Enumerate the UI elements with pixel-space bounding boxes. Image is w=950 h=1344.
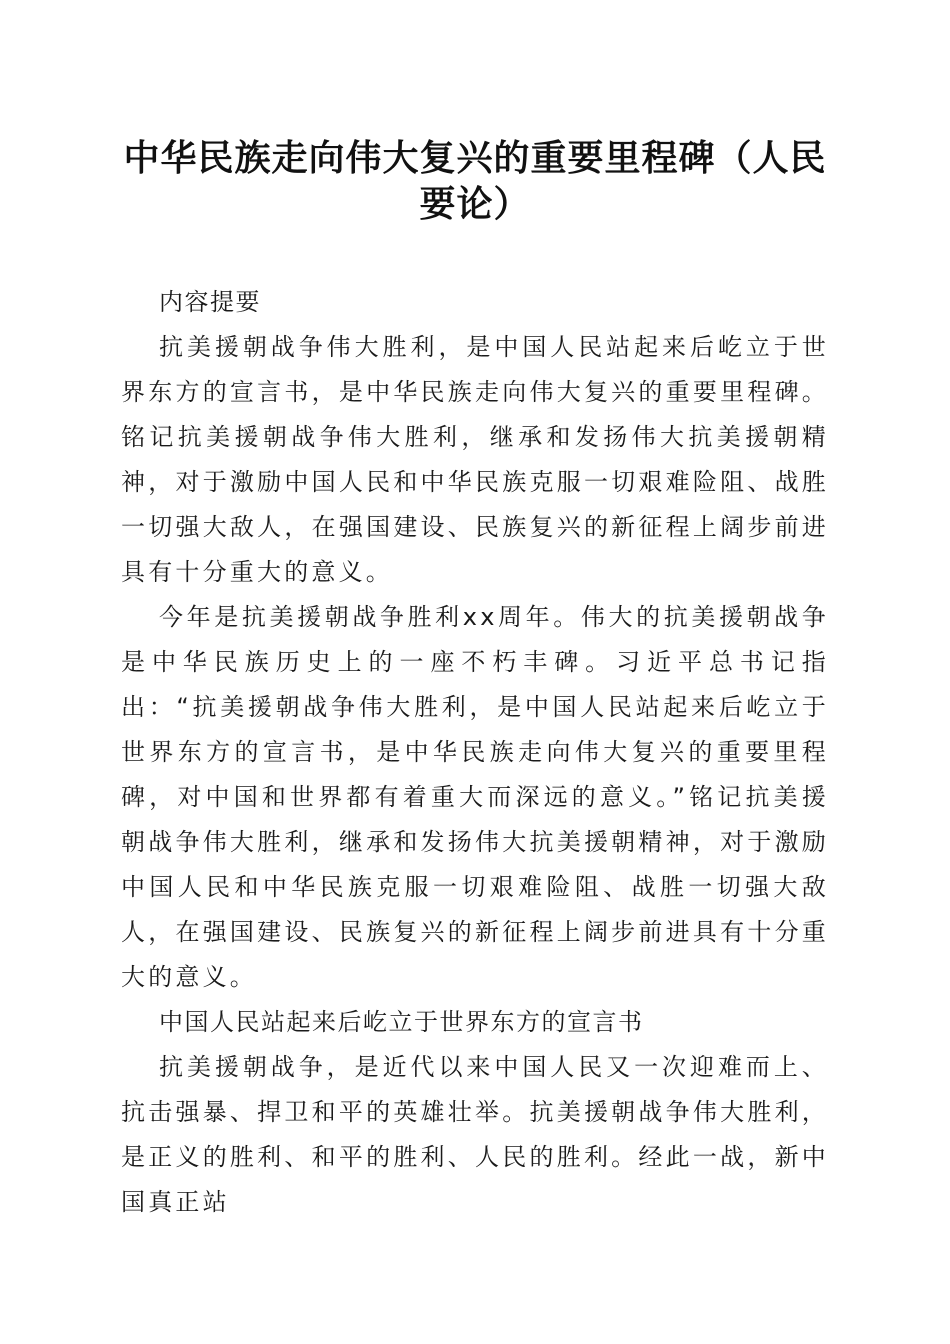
section-heading-summary: 内容提要 (159, 288, 261, 316)
document-body (121, 280, 829, 1225)
paragraph-summary: 抗美援朝战争伟大胜利，是中国人民站起来后屹立于世界东方的宣言书，是中华民族走向伟大复兴的重要里程碑。铭记抗美援朝战争伟大胜利，继承和发扬伟大抗美援朝精神，对于激励中国人民和中华民族克服一切艰难险阻、战胜一切强大敌人，在强国建设、民族复兴的新征程上阔步前进具有十分重大的意义。 (121, 333, 829, 586)
document-title: 中华民族走向伟大复兴的重要里程碑（人民要论） (123, 137, 827, 225)
paragraph-anniversary: 今年是抗美援朝战争胜利xx周年。伟大的抗美援朝战争是中华民族历史上的一座不朽丰碑。习近平总书记指出：“抗美援朝战争伟大胜利，是中国人民站起来后屹立于世界东方的宣言书，是中华民族走向伟大复兴的重要里程碑，对中国和世界都有着重大而深远的意义。”铭记抗美援朝战争伟大胜利，继承和发扬伟大抗美援朝精神，对于激励中国人民和中华民族克服一切艰难险阻、战胜一切强大敌人，在强国建设、民族复兴的新征程上阔步前进具有十分重大的意义。 (121, 603, 829, 991)
section-heading-declaration: 中国人民站起来后屹立于世界东方的宣言书 (159, 1008, 644, 1036)
paragraph-war: 抗美援朝战争，是近代以来中国人民又一次迎难而上、抗击强暴、捍卫和平的英雄壮举。抗美援朝战争伟大胜利，是正义的胜利、和平的胜利、人民的胜利。经此一战，新中国真正站 (121, 1053, 829, 1216)
